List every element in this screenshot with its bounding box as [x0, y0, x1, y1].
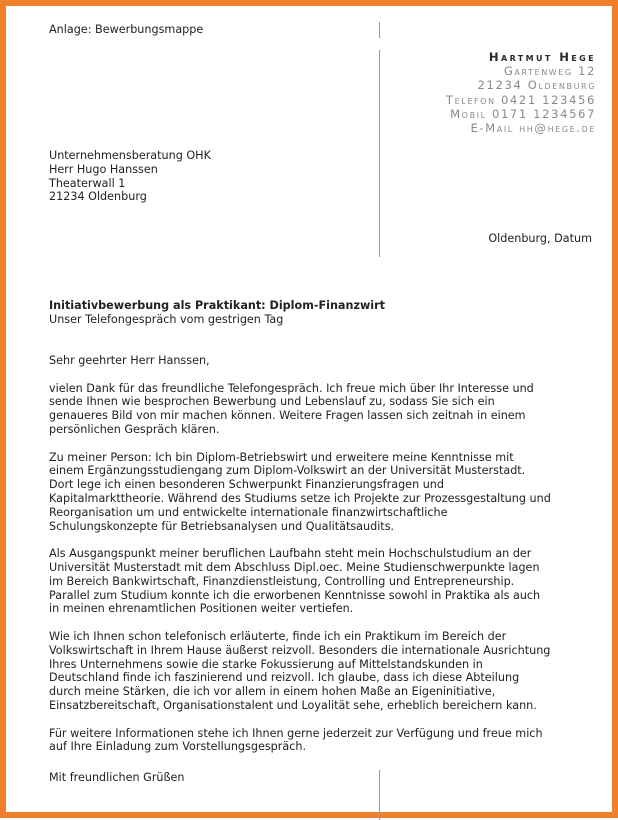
text-line: Parallel zum Studium konnte ich die erworbenen Kenntnisse sowohl in Praktika als auch — [49, 588, 541, 602]
text-line: persönlichen Gespräch klären. — [49, 422, 220, 436]
subject-title: Initiativbewerbung als Praktikant: Diplom-Finanzwirt — [49, 299, 385, 312]
text-line: einem Ergänzungsstudiengang zum Diplom-Volkswirt an der Universität Musterstadt. — [49, 464, 526, 478]
text-line: Einsatzbereitschaft, Organisationstalent und Loyalität sehe, erheblich bereichern kann. — [49, 698, 537, 712]
text-line: vielen Dank für das freundliche Telefongespräch. Ich freue mich über Ihr Interesse und — [49, 381, 534, 395]
fold-mark-bottom — [379, 770, 380, 820]
text-line: in meinen ehrenamtlichen Positionen weiter vertiefen. — [49, 602, 354, 616]
text-line: im Bereich Bankwirtschaft, Finanzdienstleistung, Controlling und Entrepreneurship. — [49, 574, 515, 588]
text-line: Deutschland finde ich faszinierend und reizvoll. Ich glaube, dass ich diese Abteilung — [49, 671, 520, 685]
text-line: Universität Musterstadt mit dem Abschluss Dipl.oec. Meine Studienschwerpunkte lagen — [49, 560, 540, 574]
date-line: Oldenburg, Datum — [488, 232, 592, 245]
recipient-city: 21234 Oldenburg — [49, 190, 147, 204]
subject-block — [49, 299, 385, 327]
text-line: Dort lege ich einen besonderen Schwerpunkt Finanzierungsfragen und — [49, 478, 444, 492]
sender-city: 21234 Oldenburg — [477, 78, 596, 93]
text-line: Schulungskonzepte für Betriebsanalysen und Qualitätsaudits. — [49, 519, 395, 533]
text-line: genaueres Bild von mir machen können. Weitere Fragen lassen sich zeitnah in einem — [49, 409, 526, 423]
text-line: Ihres Unternehmens sowie die starke Fokussierung auf Mittelstandskunden in — [49, 657, 483, 671]
letter-page — [12, 12, 606, 806]
recipient-street: Theaterwall 1 — [49, 176, 126, 190]
text-line: Als Ausgangspunkt meiner beruflichen Laufbahn steht mein Hochschulstudium an der — [49, 547, 532, 561]
recipient-address — [49, 149, 211, 204]
paragraph-about-me — [49, 451, 589, 534]
salutation: Sehr geehrter Herr Hanssen, — [49, 354, 210, 367]
text-line: Wie ich Ihnen schon telefonisch erläuterte, finde ich ein Praktikum im Bereich der — [49, 629, 507, 643]
text-line: sende Ihnen wie besprochen Bewerbung und Lebenslauf zu, sodass Sie sich ein — [49, 395, 495, 409]
paragraph-career — [49, 547, 589, 616]
sender-name: Hartmut Hege — [488, 50, 596, 64]
sender-street: Gartenweg 12 — [503, 64, 596, 79]
subject-reference: Unser Telefongespräch vom gestrigen Tag — [49, 312, 284, 326]
sender-block — [446, 50, 596, 135]
sender-mobile: Mobil 0171 1234567 — [450, 106, 596, 121]
paragraph-thanks — [49, 382, 589, 437]
text-line: Zu meiner Person: Ich bin Diplom-Betriebswirt und erweitere meine Kenntnisse mit — [49, 450, 514, 464]
text-line: Reorganisation um und entwickelte internationale finanzwirtschaftliche — [49, 505, 448, 519]
attachment-note: Anlage: Bewerbungsmappe — [49, 23, 204, 36]
divider-line — [379, 50, 380, 257]
letter-body — [49, 354, 589, 768]
sender-email: E-Mail hh@hege.de — [470, 121, 596, 136]
text-line: Für weitere Informationen stehe ich Ihnen gerne jederzeit zur Verfügung und freue mich — [49, 726, 543, 740]
closing-formula: Mit freundlichen Grüßen — [49, 771, 185, 784]
recipient-person: Herr Hugo Hanssen — [49, 162, 158, 176]
text-line: durch meine Stärken, die ich vor allem in einem hohen Maße an Eigeninitiative, — [49, 685, 496, 699]
fold-mark-top — [379, 22, 380, 38]
paragraph-closing — [49, 727, 589, 755]
text-line: Kapitalmarkttheorie. Während des Studiums setze ich Projekte zur Prozessgestaltung und — [49, 491, 551, 505]
paragraph-motivation — [49, 630, 589, 713]
sender-phone: Telefon 0421 123456 — [445, 92, 596, 107]
text-line: auf Ihre Einladung zum Vorstellungsgespräch. — [49, 740, 307, 754]
text-line: Volkswirtschaft in Ihrem Hause äußerst reizvoll. Besonders die internationale Ausrichtung — [49, 643, 551, 657]
recipient-company: Unternehmensberatung OHK — [49, 149, 211, 162]
